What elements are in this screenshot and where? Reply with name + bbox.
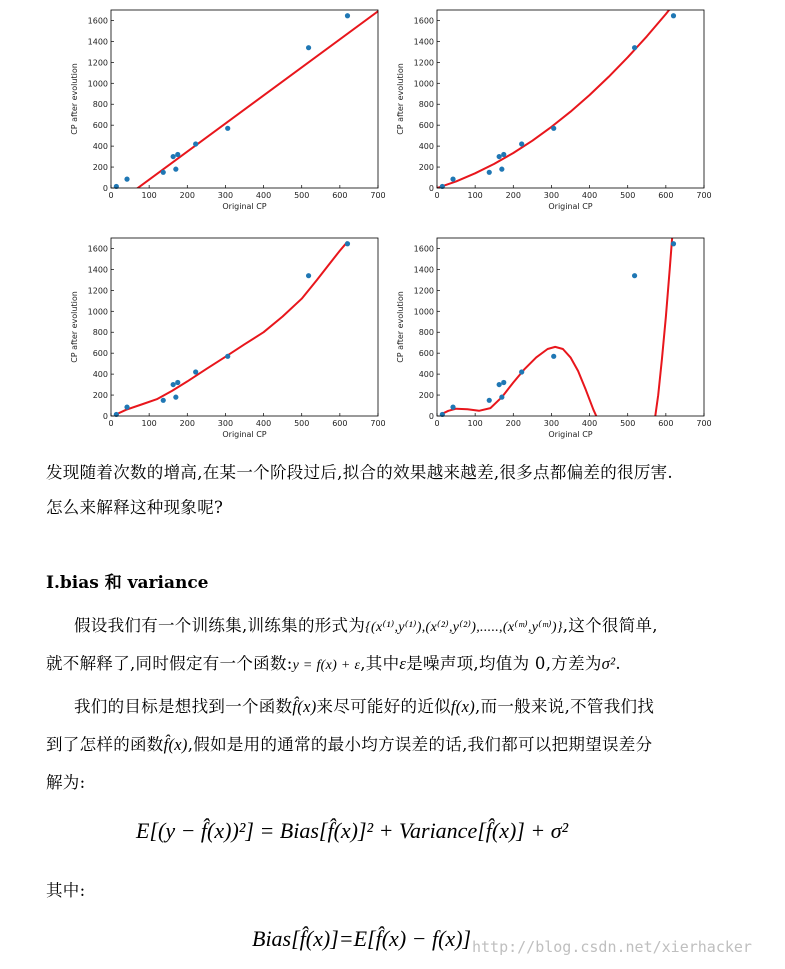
epsilon-symbol: ε [399,654,407,673]
data-point [306,45,311,50]
y-tick-label: 1200 [87,286,108,296]
x-tick-label: 600 [658,191,674,200]
goal-text-c: ,而一般来说,不管我们找 [475,697,655,716]
label-where: 其中: [46,881,86,900]
x-axis-label: Original CP [548,202,593,211]
data-point [551,354,556,359]
sigma-symbol: σ² [601,654,616,673]
paragraph-observation [46,462,746,519]
y-tick-label: 800 [92,100,108,110]
plot-frame [111,10,378,188]
y-tick-label: 1400 [413,37,434,47]
y-tick-label: 1400 [87,37,108,47]
x-tick-label: 700 [370,419,386,428]
x-axis-label: Original CP [548,430,593,439]
data-point [225,354,230,359]
data-point [501,380,506,385]
goal-text-e: ,假如是用的通常的最小均方误差的话,我们都可以把期望误差分 [187,735,653,754]
fit-curve [441,347,599,422]
function-formula: y = f(x) + ε [292,658,361,673]
data-point [487,170,492,175]
fhat-symbol: f̂(x) [292,697,317,716]
data-point [175,152,180,157]
y-tick-label: 200 [418,391,434,401]
chart-degree-2-svg [392,6,712,221]
y-tick-label: 800 [418,328,434,338]
y-axis-label: CP after evolution [396,291,405,363]
goal-text-a: 我们的目标是想找到一个函数 [74,697,293,716]
y-tick-label: 1600 [413,244,434,254]
y-tick-label: 1600 [87,244,108,254]
x-tick-label: 100 [467,191,483,200]
y-tick-label: 200 [92,391,108,401]
data-point [519,369,524,374]
y-tick-label: 1200 [87,58,108,68]
x-tick-label: 100 [141,419,157,428]
y-tick-label: 1600 [413,16,434,26]
x-tick-label: 500 [294,191,310,200]
data-point [501,152,506,157]
data-point [632,273,637,278]
training-set-formula: {(x⁽¹⁾,y⁽¹⁾),(x⁽²⁾,y⁽²⁾),.....,(x⁽ᵐ⁾,y⁽ᵐ⁾)} [365,620,563,635]
y-tick-label: 200 [92,163,108,173]
fit-curve [437,6,685,188]
y-tick-label: 0 [428,412,434,421]
data-point [632,45,637,50]
x-tick-label: 200 [505,419,521,428]
y-tick-label: 600 [418,121,434,131]
formula-error-decomposition: E[(y − f̂(x))²] = Bias[f̂(x)]² + Variance[f̂(x)] + σ² [136,818,569,843]
data-point [175,380,180,385]
x-tick-label: 0 [108,419,114,428]
data-point [671,241,676,246]
chart-high-degree [392,234,712,449]
y-tick-label: 800 [92,328,108,338]
x-tick-label: 200 [179,191,195,200]
y-tick-label: 600 [92,121,108,131]
x-tick-label: 100 [141,191,157,200]
data-point [171,154,176,159]
paragraph-training-set [46,608,746,684]
x-tick-label: 200 [179,419,195,428]
data-point [345,13,350,18]
function-text-d: . [615,654,621,673]
y-tick-label: 400 [92,142,108,152]
fhat-symbol-2: f̂(x) [163,735,188,754]
y-tick-label: 1200 [413,58,434,68]
x-tick-label: 500 [294,419,310,428]
goal-text-f: 解为: [46,773,86,792]
function-text-c: 是噪声项,均值为 0,方差为 [406,654,602,673]
data-point [519,141,524,146]
x-tick-label: 400 [255,191,272,200]
data-point [161,170,166,175]
data-point [193,369,198,374]
y-tick-label: 1000 [413,79,434,89]
fit-curve [111,11,378,207]
x-tick-label: 600 [658,419,674,428]
data-point [345,241,350,246]
y-tick-label: 200 [418,163,434,173]
y-tick-label: 600 [418,349,434,359]
data-point [124,177,129,182]
f-symbol: f(x) [450,697,476,716]
data-point [499,167,504,172]
y-tick-label: 800 [418,100,434,110]
x-tick-label: 500 [620,191,636,200]
y-tick-label: 0 [102,184,108,193]
x-tick-label: 0 [434,191,440,200]
x-tick-label: 200 [505,191,521,200]
data-point [671,13,676,18]
x-tick-label: 500 [620,419,636,428]
training-set-text-a: 假设我们有一个训练集,训练集的形式为 [74,616,366,635]
data-point [551,126,556,131]
x-tick-label: 400 [255,419,272,428]
plot-frame [111,238,378,416]
x-tick-label: 0 [434,419,440,428]
x-tick-label: 600 [332,191,348,200]
function-text-a: 就不解释了,同时假定有一个函数: [46,654,293,673]
x-tick-label: 400 [581,419,598,428]
chart-degree-1 [66,6,386,221]
data-point [306,273,311,278]
y-tick-label: 1400 [87,265,108,275]
y-tick-label: 1000 [413,307,434,317]
plot-frame [437,10,704,188]
chart-degree-2 [392,6,712,221]
y-axis-label: CP after evolution [70,63,79,135]
x-tick-label: 600 [332,419,348,428]
observation-line-1: 发现随着次数的增高,在某一个阶段过后,拟合的效果越来越差,很多点都偏差的很厉害. [46,463,673,482]
x-tick-label: 400 [581,191,598,200]
chart-degree-3-svg [66,234,386,449]
watermark: http://blog.csdn.net/xierhacker [472,938,752,956]
y-tick-label: 1000 [87,307,108,317]
y-axis-label: CP after evolution [70,291,79,363]
x-tick-label: 300 [217,419,234,428]
y-tick-label: 1000 [87,79,108,89]
y-tick-label: 1600 [87,16,108,26]
data-point [124,405,129,410]
x-tick-label: 700 [696,191,712,200]
x-axis-label: Original CP [222,430,267,439]
data-point [497,382,502,387]
data-point [499,395,504,400]
x-tick-label: 300 [543,191,560,200]
x-axis-label: Original CP [222,202,267,211]
data-point [171,382,176,387]
y-tick-label: 0 [428,184,434,193]
data-point [487,398,492,403]
y-axis-label: CP after evolution [396,63,405,135]
data-point [450,177,455,182]
y-tick-label: 600 [92,349,108,359]
section-heading: Ⅰ.bias 和 variance [46,573,209,593]
x-tick-label: 0 [108,191,114,200]
y-tick-label: 1400 [413,265,434,275]
y-tick-label: 400 [418,142,434,152]
goal-text-b: 来尽可能好的近似 [316,697,451,716]
training-set-text-b: ,这个很简单, [562,616,658,635]
x-tick-label: 700 [696,419,712,428]
observation-line-2: 怎么来解释这种现象呢? [46,498,224,517]
y-tick-label: 400 [418,370,434,380]
fit-curve [115,242,348,415]
y-tick-label: 1200 [413,286,434,296]
paragraph-goal [46,688,746,802]
x-tick-label: 300 [217,191,234,200]
goal-text-d: 到了怎样的函数 [46,735,164,754]
x-tick-label: 700 [370,191,386,200]
data-point [497,154,502,159]
y-tick-label: 400 [92,370,108,380]
x-tick-label: 300 [543,419,560,428]
x-tick-label: 100 [467,419,483,428]
data-point [173,395,178,400]
data-point [173,167,178,172]
data-point [193,141,198,146]
data-point [225,126,230,131]
chart-high-degree-svg [392,234,712,449]
function-text-b: ,其中 [360,654,400,673]
y-tick-label: 0 [102,412,108,421]
chart-degree-1-svg [66,6,386,221]
data-point [161,398,166,403]
data-point [450,405,455,410]
chart-degree-3 [66,234,386,449]
fit-curve-branch [654,236,672,422]
formula-bias-definition: Bias[f̂(x)]=E[f̂(x) − f(x)] [252,926,472,951]
